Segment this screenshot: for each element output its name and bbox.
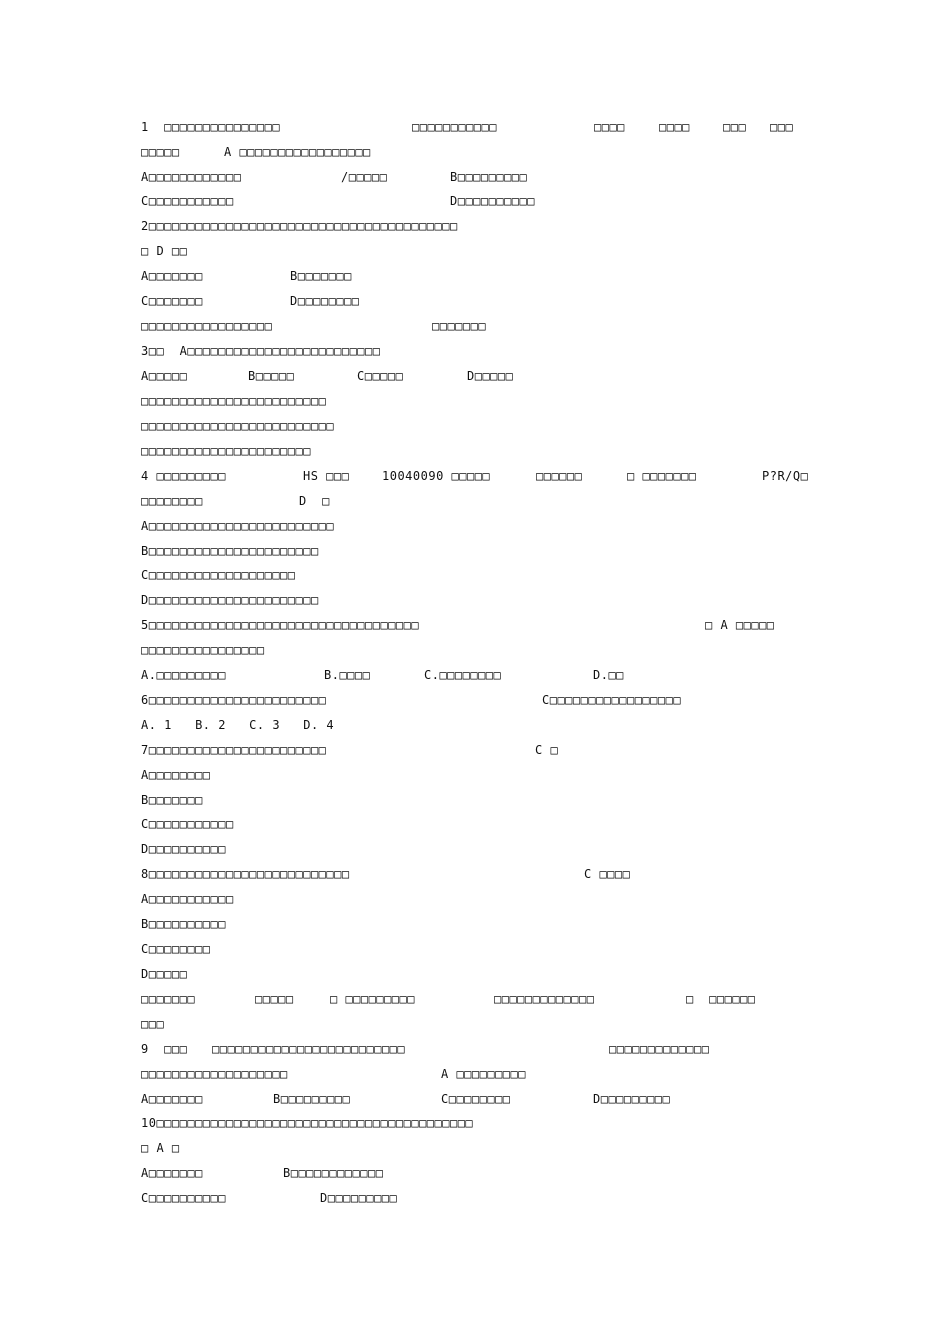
- text-segment: D□□□□□□□□□: [593, 1092, 671, 1106]
- text-segment: □□□□□□□: [141, 992, 196, 1006]
- text-segment: C□□□□□□□□: [141, 942, 211, 956]
- text-segment: □□□□□□□□□□□□□□□□□: [141, 319, 273, 333]
- text-segment: □ A □: [141, 1141, 180, 1155]
- text-segment: □□□□□□: [536, 469, 583, 483]
- text-segment: B.□□□□: [324, 668, 371, 682]
- text-segment: HS □□□: [303, 469, 350, 483]
- text-segment: □□□□□□□□□□□□□: [494, 992, 595, 1006]
- text-segment: □ □□□□□□□□□: [330, 992, 415, 1006]
- text-segment: B□□□□□□□□□: [450, 170, 528, 184]
- text-segment: C □□□□: [584, 867, 631, 881]
- text-segment: A□□□□□□□: [141, 1166, 203, 1180]
- text-segment: C□□□□□□□□□□□□□□□□□: [542, 693, 682, 707]
- text-segment: D□□□□□□□□□: [320, 1191, 398, 1205]
- text-segment: □□□: [141, 1017, 165, 1031]
- text-segment: B□□□□□□□□□□□□: [283, 1166, 384, 1180]
- text-segment: 9 □□□: [141, 1042, 188, 1056]
- text-segment: □□□□□□□□□□□□□□□□□□□□□□□□□: [212, 1042, 406, 1056]
- text-segment: □ □□□□□□□: [627, 469, 697, 483]
- text-segment: 10□□□□□□□□□□□□□□□□□□□□□□□□□□□□□□□□□□□□□□□□□: [141, 1116, 474, 1130]
- text-segment: □□□: [770, 120, 794, 134]
- text-segment: D□□□□□□□□□□: [450, 194, 535, 208]
- text-segment: A□□□□□□□□□□□: [141, 892, 234, 906]
- text-segment: B□□□□□: [248, 369, 295, 383]
- text-segment: A □□□□□□□□□□□□□□□□□: [224, 145, 371, 159]
- text-segment: □□□□□: [141, 145, 180, 159]
- text-segment: B□□□□□□□: [141, 793, 203, 807]
- text-segment: 10040090 □□□□□: [382, 469, 491, 483]
- text-segment: □□□□□□□□: [141, 494, 203, 508]
- text-segment: 5□□□□□□□□□□□□□□□□□□□□□□□□□□□□□□□□□□□: [141, 618, 420, 632]
- text-segment: 4 □□□□□□□□□: [141, 469, 226, 483]
- text-segment: D □: [299, 494, 330, 508]
- text-segment: 6□□□□□□□□□□□□□□□□□□□□□□□: [141, 693, 327, 707]
- text-segment: □□□□: [594, 120, 625, 134]
- text-segment: A □□□□□□□□□: [441, 1067, 526, 1081]
- text-segment: D□□□□□□□□□□: [141, 842, 226, 856]
- text-segment: □□□□□□□□□□□□□□□□□□□□□□: [141, 444, 311, 458]
- text-segment: D□□□□□: [141, 967, 188, 981]
- text-segment: D.□□: [593, 668, 624, 682]
- text-segment: C□□□□□: [357, 369, 404, 383]
- text-segment: 7□□□□□□□□□□□□□□□□□□□□□□□: [141, 743, 327, 757]
- text-segment: C□□□□□□□□□□□□□□□□□□□: [141, 568, 296, 582]
- text-segment: B□□□□□□□□□: [273, 1092, 351, 1106]
- text-segment: C□□□□□□□□: [441, 1092, 511, 1106]
- text-segment: □□□□: [659, 120, 690, 134]
- text-segment: □□□□□□□□□□□□□□□□: [141, 643, 265, 657]
- text-segment: D□□□□□: [467, 369, 514, 383]
- text-segment: □□□□□□□□□□□: [412, 120, 497, 134]
- text-segment: C.□□□□□□□□: [424, 668, 502, 682]
- text-segment: C□□□□□□□: [141, 294, 203, 308]
- text-segment: C□□□□□□□□□□□: [141, 194, 234, 208]
- text-segment: C □: [535, 743, 559, 757]
- text-segment: □□□□□□□□□□□□□: [609, 1042, 710, 1056]
- text-segment: □□□□□□□□□□□□□□□□□□□: [141, 1067, 288, 1081]
- text-segment: □□□: [723, 120, 747, 134]
- text-segment: □□□□□: [255, 992, 294, 1006]
- text-segment: A□□□□□: [141, 369, 188, 383]
- text-segment: 1 □□□□□□□□□□□□□□□: [141, 120, 281, 134]
- text-segment: D□□□□□□□□: [290, 294, 360, 308]
- text-segment: □□□□□□□□□□□□□□□□□□□□□□□□□: [141, 419, 335, 433]
- text-segment: D□□□□□□□□□□□□□□□□□□□□□□: [141, 593, 319, 607]
- text-segment: 3□□ A□□□□□□□□□□□□□□□□□□□□□□□□□: [141, 344, 381, 358]
- text-segment: □□□□□□□□□□□□□□□□□□□□□□□□: [141, 394, 327, 408]
- text-segment: A□□□□□□□□□□□□□□□□□□□□□□□□: [141, 519, 335, 533]
- text-segment: B□□□□□□□: [290, 269, 352, 283]
- text-segment: C□□□□□□□□□□: [141, 1191, 226, 1205]
- text-segment: A□□□□□□□□: [141, 768, 211, 782]
- text-segment: A□□□□□□□: [141, 269, 203, 283]
- text-segment: □ D □□: [141, 244, 188, 258]
- text-segment: 2□□□□□□□□□□□□□□□□□□□□□□□□□□□□□□□□□□□□□□□□: [141, 219, 458, 233]
- text-segment: B□□□□□□□□□□□□□□□□□□□□□□: [141, 544, 319, 558]
- text-segment: □□□□□□□: [432, 319, 487, 333]
- text-segment: /□□□□□: [341, 170, 388, 184]
- text-segment: P?R/Q□: [762, 469, 809, 483]
- text-segment: C□□□□□□□□□□□: [141, 817, 234, 831]
- text-segment: □ A □□□□□: [705, 618, 775, 632]
- text-segment: □ □□□□□□: [686, 992, 756, 1006]
- text-segment: A. 1 B. 2 C. 3 D. 4: [141, 718, 335, 732]
- text-segment: A□□□□□□□: [141, 1092, 203, 1106]
- text-segment: A.□□□□□□□□□: [141, 668, 226, 682]
- text-segment: A□□□□□□□□□□□□: [141, 170, 242, 184]
- text-segment: 8□□□□□□□□□□□□□□□□□□□□□□□□□□: [141, 867, 350, 881]
- text-segment: B□□□□□□□□□□: [141, 917, 226, 931]
